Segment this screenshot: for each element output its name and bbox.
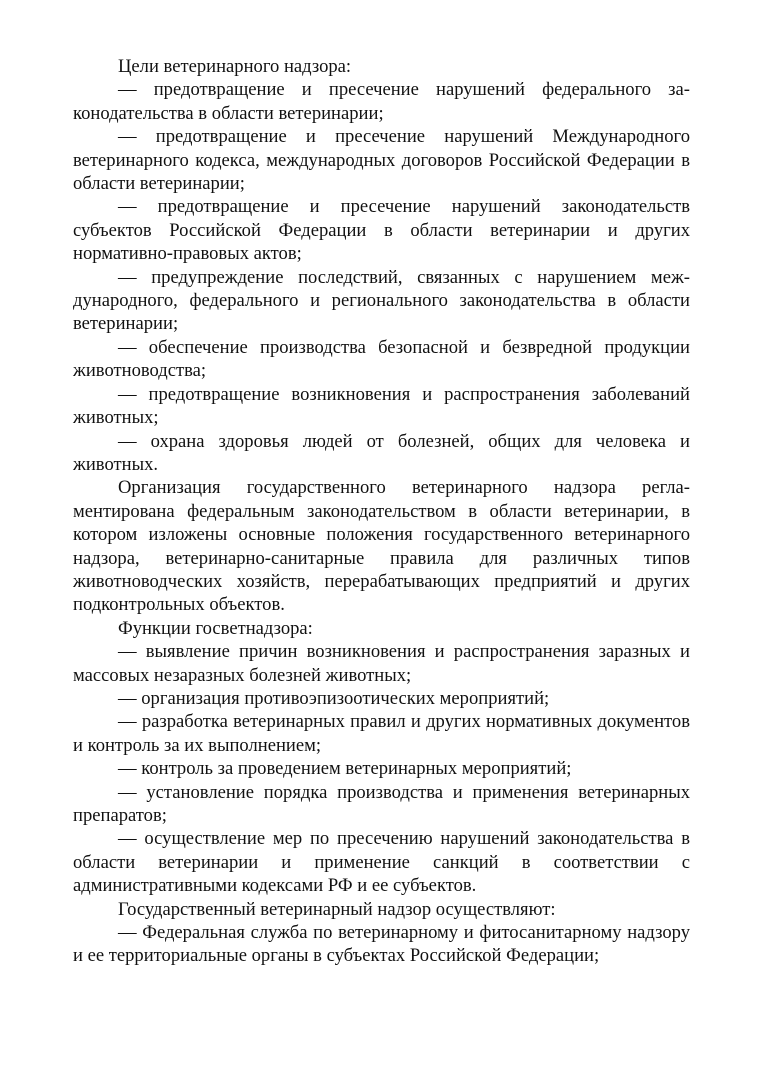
function-item: — установление порядка производства и применения ветеринарных препаратов; (73, 781, 690, 826)
heading-functions: Функции госветнадзора: (118, 617, 313, 639)
goal-item: — предотвращение и пресечение нарушений федерального законодательства в области ветеринарии; (73, 79, 690, 124)
goal-item: — предупреждение последствий, связанных с нарушением международного, федерального и регионального законодательства в области ветеринарии; (73, 266, 690, 335)
executor-item: — Федеральная служба по ветеринарному и фитосанитарному надзору и ее территориальные органы в субъектах Российской Федерации; (73, 922, 690, 967)
goal-item: — предотвращение возникновения и распространения заболеваний животных; (73, 383, 690, 429)
function-item: — разработка ветеринарных правил и других нормативных документов и контроль за их выполнением; (73, 711, 690, 756)
function-item: — организация противоэпизоотических мероприятий; (118, 687, 550, 709)
goal-item: — охрана здоровья людей от болезней, общих для человека и животных. (73, 430, 690, 475)
function-item: — выявление причин возникновения и распространения заразных и массовых незаразных болезней животных; (73, 641, 690, 686)
organization-paragraph: Организация государственного ветеринарного надзора регламентирована федеральным законодательством в области ветеринарии, в котором изложены основные положения государственного ветеринарного надзора, ветеринарно-санитарные правила для различных типов животноводческих хозяйств, перерабатывающих предприятий и других подконтрольных объектов. (73, 477, 690, 616)
goal-item: — обеспечение производства безопасной и безвредной продукции животноводства; (73, 336, 690, 382)
heading-executors: Государственный ветеринарный надзор осуществляют: (118, 898, 556, 920)
goal-item: — предотвращение и пресечение нарушений Международного ветеринарного кодекса, международных договоров Российской Федерации в области ветеринарии; (73, 126, 690, 195)
heading-goals: Цели ветеринарного надзора: (118, 56, 352, 77)
function-item: — осуществление мер по пресечению нарушений законодательства в области ветеринарии и применение санкций в соответствии с административными кодексами РФ и ее субъектов. (73, 828, 690, 897)
document-page (73, 55, 690, 968)
function-item: — контроль за проведением ветеринарных мероприятий; (118, 758, 572, 780)
goal-item: — предотвращение и пресечение нарушений законодательств субъектов Российской Федерации в области ветеринарии и других нормативно-правовых актов; (73, 196, 690, 265)
